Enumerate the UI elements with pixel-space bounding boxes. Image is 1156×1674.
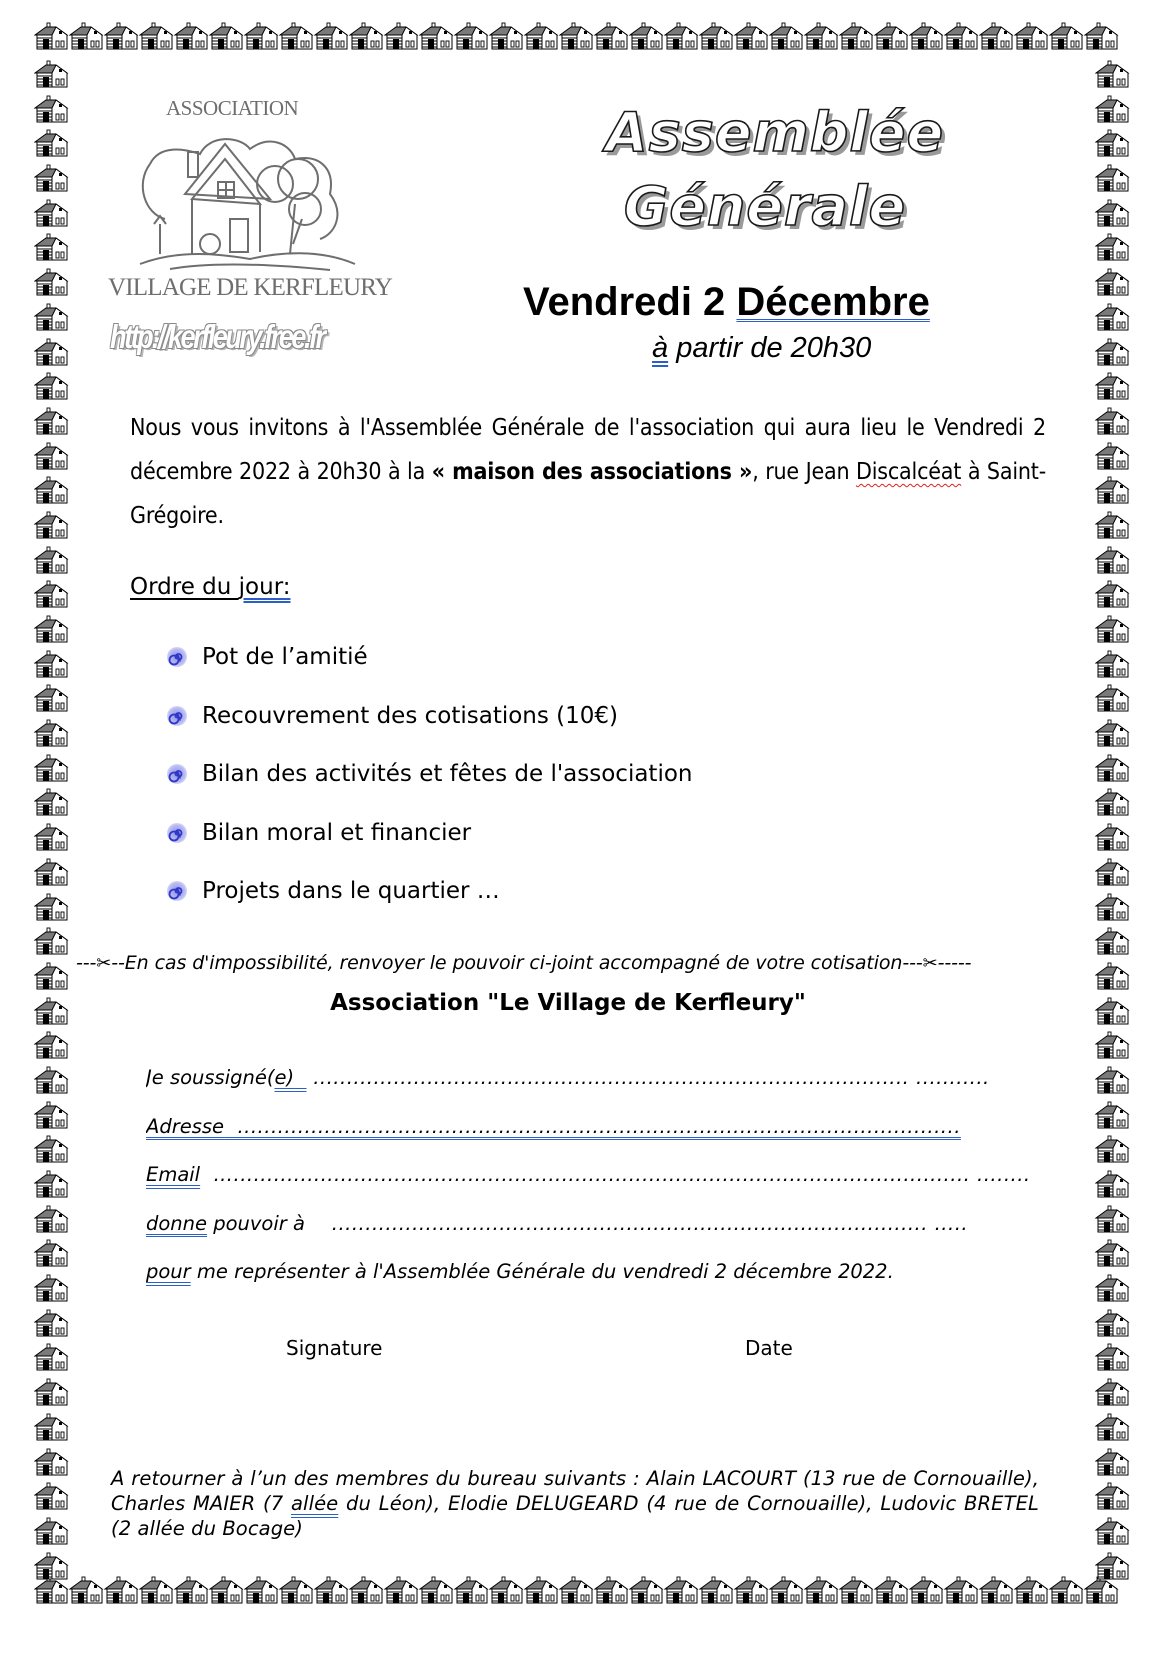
statement-prefix: pour: [146, 1260, 191, 1283]
house-icon: [699, 1576, 734, 1604]
agenda-item: [166, 628, 692, 687]
house-icon: [1095, 476, 1130, 504]
house-border-bottom: [34, 1576, 1119, 1604]
house-icon: [34, 927, 69, 955]
spiral-bullet-icon: [166, 880, 188, 902]
house-icon: [1095, 1101, 1130, 1129]
address-dots: ............................................................................................................: [224, 1114, 961, 1138]
house-icon: [174, 22, 209, 50]
house-icon: [349, 22, 384, 50]
meeting-date-prefix: Vendredi 2: [523, 280, 737, 324]
house-icon: [34, 1170, 69, 1198]
agenda-item-label: Pot de l’amitié: [202, 644, 368, 671]
return-instructions-underlined: allée: [291, 1492, 339, 1515]
house-icon: [34, 1552, 69, 1580]
house-icon: [34, 407, 69, 435]
statement-text: me représenter à l'Assemblée Générale du vendredi 2 décembre 2022.: [190, 1260, 894, 1283]
house-icon: [1095, 1413, 1130, 1441]
house-icon: [34, 129, 69, 157]
proxy-label: pouvoir à: [207, 1211, 305, 1235]
cut-line: [76, 952, 1076, 974]
house-icon: [1014, 1576, 1049, 1604]
house-icon: [909, 22, 944, 50]
house-icon: [34, 546, 69, 574]
form-row-address[interactable]: [146, 1115, 1052, 1164]
house-icon: [34, 233, 69, 261]
email-field[interactable]: ….............................................................................................................. ........: [200, 1163, 1031, 1186]
form-row-proxy[interactable]: [146, 1212, 1052, 1261]
house-icon: [419, 22, 454, 50]
house-icon: [34, 684, 69, 712]
cut-dashes: -----: [937, 952, 972, 974]
house-icon: [1095, 823, 1130, 851]
house-icon: [454, 1576, 489, 1604]
house-icon: [34, 22, 69, 50]
agenda-item-label: Recouvrement des cotisations (10€): [202, 702, 619, 729]
house-icon: [664, 1576, 699, 1604]
house-border-left: [34, 60, 69, 1586]
spiral-bullet-icon: [166, 822, 188, 844]
title-line-1: Assemblée: [605, 101, 945, 164]
house-icon: [1095, 1552, 1130, 1580]
cut-dashes: --: [111, 952, 125, 974]
house-icon: [34, 858, 69, 886]
house-icon: [804, 22, 839, 50]
house-icon: [34, 650, 69, 678]
house-icon: [314, 22, 349, 50]
house-icon: [314, 1576, 349, 1604]
house-icon: [1095, 1170, 1130, 1198]
house-icon: [34, 893, 69, 921]
house-icon: [34, 268, 69, 296]
meeting-date-month: Décembre: [736, 280, 930, 324]
house-icon: [69, 1576, 104, 1604]
agenda-heading-text-a: Ordre du: [130, 574, 239, 600]
house-icon: [209, 22, 244, 50]
street-name: Discalcéat: [856, 459, 962, 485]
house-icon: [524, 22, 559, 50]
house-icon: [34, 580, 69, 608]
house-icon: [34, 1448, 69, 1476]
page-title: [540, 96, 1000, 244]
house-icon: [34, 1482, 69, 1510]
house-icon: [34, 1343, 69, 1371]
house-icon: [34, 1135, 69, 1163]
house-icon: [944, 1576, 979, 1604]
house-icon: [769, 22, 804, 50]
house-icon: [1095, 1482, 1130, 1510]
house-icon: [559, 1576, 594, 1604]
proxy-label-verb: donne: [146, 1211, 208, 1235]
agenda-heading-text-b: jour:: [238, 574, 291, 600]
house-border-top: [34, 22, 1119, 50]
meeting-time-text: partir de 20h30: [668, 332, 872, 364]
house-icon: [1095, 580, 1130, 608]
name-label-gap: [294, 1066, 306, 1089]
house-icon: [804, 1576, 839, 1604]
house-icon: [629, 1576, 664, 1604]
meeting-time: [652, 332, 871, 365]
return-instructions-text-b: du Léon), Elodie DELUGEARD (4 rue de Cornouaille), Ludovic BRETEL (2 allée du Bocage): [111, 1492, 1039, 1540]
house-icon: [34, 1205, 69, 1233]
house-icon: [34, 442, 69, 470]
house-icon: [34, 1101, 69, 1129]
house-icon: [1095, 893, 1130, 921]
house-icon: [1095, 546, 1130, 574]
meeting-date: [523, 280, 930, 325]
house-icon: [139, 22, 174, 50]
house-icon: [1014, 22, 1049, 50]
proxy-form-heading: [0, 990, 1156, 1016]
house-icon: [384, 22, 419, 50]
agenda-item-label: Bilan des activités et fêtes de l'association: [202, 761, 693, 788]
house-icon: [34, 962, 69, 990]
house-icon: [489, 1576, 524, 1604]
house-icon: [34, 719, 69, 747]
house-icon: [104, 22, 139, 50]
scissors-icon: ✂: [922, 953, 938, 974]
house-icon: [1095, 1343, 1130, 1371]
house-icon: [874, 1576, 909, 1604]
logo-village-name: VILLAGE DE KERFLEURY: [108, 274, 392, 301]
house-icon: [34, 1031, 69, 1059]
house-icon: [69, 22, 104, 50]
house-icon: [1095, 95, 1130, 123]
house-icon: [979, 22, 1014, 50]
invitation-paragraph: [130, 406, 1046, 538]
form-row-statement: [146, 1260, 1052, 1309]
house-icon: [734, 1576, 769, 1604]
house-icon: [34, 788, 69, 816]
return-instructions-text-a: A retourner à l’un des membres du bureau suivants : Alain LACOURT (13 rue de Cornouaille), Charles MAIER (7: [111, 1467, 1039, 1515]
house-icon: [244, 22, 279, 50]
form-row-name[interactable]: [146, 1066, 1052, 1115]
agenda-list: [166, 628, 692, 921]
return-instructions: [111, 1466, 1039, 1541]
house-icon: [34, 303, 69, 331]
house-icon: [1095, 754, 1130, 782]
address-field[interactable]: [146, 1115, 961, 1138]
house-icon: [1095, 927, 1130, 955]
house-icon: [594, 1576, 629, 1604]
house-icon: [34, 823, 69, 851]
cut-dashes: ---: [76, 952, 97, 974]
cut-line-instruction: En cas d'impossibilité, renvoyer le pouvoir ci-joint accompagné de votre cotisation: [124, 952, 903, 974]
house-icon: [769, 1576, 804, 1604]
house-icon: [1049, 1576, 1084, 1604]
agenda-item: [166, 745, 692, 804]
house-icon: [664, 22, 699, 50]
house-icon: [34, 199, 69, 227]
house-icon: [1095, 1205, 1130, 1233]
house-icon: [34, 1413, 69, 1441]
house-icon: [34, 95, 69, 123]
agenda-heading: [130, 574, 291, 600]
house-icon: [1095, 233, 1130, 261]
spiral-bullet-icon: [166, 763, 188, 785]
house-icon: [1095, 684, 1130, 712]
house-icon: [1095, 338, 1130, 366]
house-icon: [174, 1576, 209, 1604]
house-icon: [1095, 60, 1130, 88]
house-icon: [734, 22, 769, 50]
house-icon: [384, 1576, 419, 1604]
house-icon: [244, 1576, 279, 1604]
house-icon: [1095, 650, 1130, 678]
house-icon: [139, 1576, 174, 1604]
house-icon: [34, 1066, 69, 1094]
house-icon: [1049, 22, 1084, 50]
house-icon: [1095, 303, 1130, 331]
house-icon: [34, 1274, 69, 1302]
house-icon: [839, 22, 874, 50]
agenda-item: [166, 862, 692, 921]
house-icon: [1095, 1274, 1130, 1302]
house-icon: [1095, 511, 1130, 539]
house-icon: [1095, 1066, 1130, 1094]
house-icon: [1095, 199, 1130, 227]
house-icon: [839, 1576, 874, 1604]
name-label-suffix: e): [274, 1066, 295, 1089]
house-icon: [34, 1378, 69, 1406]
house-icon: [699, 22, 734, 50]
house-icon: [559, 22, 594, 50]
venue-name: « maison des associations »: [431, 459, 753, 485]
house-icon: [349, 1576, 384, 1604]
house-icon: [209, 1576, 244, 1604]
house-icon: [34, 511, 69, 539]
house-icon: [1095, 372, 1130, 400]
house-icon: [1095, 1135, 1130, 1163]
house-icon: [34, 164, 69, 192]
address-label: Adresse: [146, 1114, 225, 1138]
house-icon: [1095, 719, 1130, 747]
agenda-item: [166, 804, 692, 863]
house-icon: [104, 1576, 139, 1604]
house-icon: [594, 22, 629, 50]
date-label: Date: [745, 1336, 793, 1360]
house-icon: [1095, 129, 1130, 157]
name-field[interactable]: ......................................................................................... ...........: [306, 1066, 990, 1089]
spiral-bullet-icon: [166, 705, 188, 727]
house-icon: [34, 476, 69, 504]
intro-text-3: à Saint-Grégoire.: [130, 459, 1046, 529]
house-icon: [279, 22, 314, 50]
association-logo: [108, 96, 392, 366]
house-icon: [1095, 1517, 1130, 1545]
cut-dashes: ---: [902, 952, 923, 974]
house-icon: [979, 1576, 1014, 1604]
house-icon: [1095, 615, 1130, 643]
village-house-drawing-icon: [130, 124, 360, 274]
proxy-form: [146, 1066, 1052, 1309]
house-icon: [34, 372, 69, 400]
house-icon: [1084, 22, 1119, 50]
house-icon: [454, 22, 489, 50]
house-icon: [1095, 788, 1130, 816]
proxy-form-heading-text: Association "Le Village de Kerfleury": [330, 990, 806, 1016]
intro-text-2: , rue Jean: [752, 459, 857, 485]
house-icon: [1095, 1239, 1130, 1267]
house-icon: [1095, 1378, 1130, 1406]
form-row-email[interactable]: [146, 1163, 1052, 1212]
house-icon: [34, 1517, 69, 1545]
spiral-bullet-icon: [166, 646, 188, 668]
house-icon: [419, 1576, 454, 1604]
house-icon: [1095, 164, 1130, 192]
email-label: Email: [146, 1163, 201, 1186]
logo-association-text: ASSOCIATION: [166, 96, 299, 120]
house-icon: [34, 1309, 69, 1337]
house-icon: [1095, 1031, 1130, 1059]
house-icon: [1095, 442, 1130, 470]
meeting-time-prefix: à: [652, 332, 669, 364]
house-icon: [1095, 858, 1130, 886]
scissors-icon: ✂: [96, 953, 112, 974]
house-icon: [34, 1239, 69, 1267]
house-icon: [874, 22, 909, 50]
agenda-item-label: Projets dans le quartier …: [202, 878, 500, 905]
house-icon: [1095, 1309, 1130, 1337]
signature-label: Signature: [286, 1336, 383, 1360]
house-icon: [34, 615, 69, 643]
house-icon: [524, 1576, 559, 1604]
agenda-item: [166, 687, 692, 746]
house-icon: [34, 60, 69, 88]
house-icon: [1095, 407, 1130, 435]
agenda-item-label: Bilan moral et financier: [202, 819, 472, 846]
name-label: Je soussigné(: [146, 1066, 275, 1089]
house-icon: [1095, 1448, 1130, 1476]
house-icon: [629, 22, 664, 50]
title-line-2: Générale: [623, 175, 907, 238]
house-icon: [279, 1576, 314, 1604]
house-border-right: [1095, 60, 1130, 1586]
house-icon: [489, 22, 524, 50]
intro-text-1: Nous vous invitons à l'Assemblée Générale de l'association qui aura lieu le Vendredi 2 décembre 2022 à 20h30 à la: [130, 415, 1046, 485]
house-icon: [1095, 962, 1130, 990]
house-icon: [34, 754, 69, 782]
proxy-name-field[interactable]: ......................................................................................... .....: [304, 1211, 969, 1235]
house-icon: [1095, 268, 1130, 296]
logo-website-url: http://kerfleury.free.fr: [110, 318, 324, 355]
house-icon: [944, 22, 979, 50]
house-icon: [34, 338, 69, 366]
house-icon: [909, 1576, 944, 1604]
